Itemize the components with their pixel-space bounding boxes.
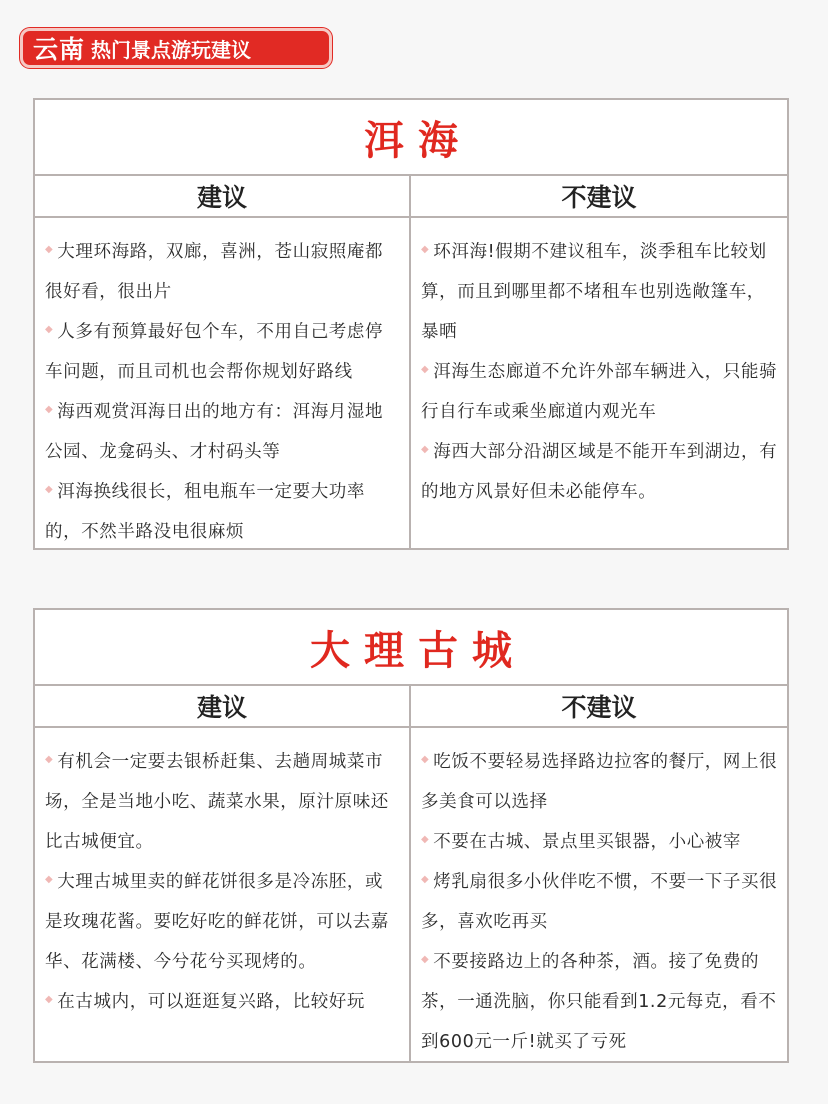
suggest-header: 建议 — [35, 176, 409, 218]
suggest-header: 建议 — [35, 686, 409, 728]
header-place: 云南 — [33, 35, 86, 64]
header-badge — [20, 28, 332, 68]
list-item: ◆ 有机会一定要去银桥赶集、去趟周城菜市场，全是当地小吃、蔬菜水果，原汁原味还比古城便宜。 — [45, 752, 389, 852]
bullet-icon: ◆ — [45, 324, 54, 335]
bullet-icon: ◆ — [421, 244, 430, 255]
bullet-icon: ◆ — [421, 444, 430, 455]
suggest-column — [35, 176, 411, 548]
list-item: ◆ 洱海换线很长，租电瓶车一定要大功率的，不然半路没电很麻烦 — [45, 482, 365, 542]
list-item: ◆ 烤乳扇很多小伙伴吃不惯，不要一下子买很多，喜欢吃再买 — [421, 872, 778, 932]
list-item: ◆ 洱海生态廊道不允许外部车辆进入，只能骑行自行车或乘坐廊道内观光车 — [421, 362, 778, 422]
avoid-column — [411, 686, 787, 1061]
section-title: 洱海 — [35, 100, 787, 176]
bullet-icon: ◆ — [421, 754, 430, 765]
avoid-header: 不建议 — [411, 686, 787, 728]
bullet-icon: ◆ — [421, 364, 430, 375]
suggest-column — [35, 686, 411, 1061]
list-item: ◆ 海西观赏洱海日出的地方有：洱海月湿地公园、龙龛码头、才村码头等 — [45, 402, 384, 462]
list-item: ◆ 环洱海!假期不建议租车，淡季租车比较划算，而且到哪里都不堵租车也别选敞篷车，暴晒 — [421, 242, 767, 342]
bullet-icon: ◆ — [421, 834, 430, 845]
bullet-icon: ◆ — [421, 954, 430, 965]
bullet-icon: ◆ — [45, 404, 54, 415]
list-item: ◆ 不要在古城、景点里买银器，小心被宰 — [421, 832, 741, 852]
list-item: ◆ 吃饭不要轻易选择路边拉客的餐厅，网上很多美食可以选择 — [421, 752, 778, 812]
bullet-icon: ◆ — [45, 484, 54, 495]
list-item: ◆ 大理环海路，双廊，喜洲，苍山寂照庵都很好看，很出片 — [45, 242, 384, 302]
avoid-header: 不建议 — [411, 176, 787, 218]
avoid-column — [411, 176, 787, 548]
section-title: 大理古城 — [35, 610, 787, 686]
list-item: ◆ 大理古城里卖的鲜花饼很多是冷冻胚，或是玫瑰花酱。要吃好吃的鲜花饼，可以去嘉华、花满楼、今兮花兮买现烤的。 — [45, 872, 389, 972]
bullet-icon: ◆ — [421, 874, 430, 885]
section-dali-old-town — [33, 608, 789, 1063]
list-item: ◆ 海西大部分沿湖区域是不能开车到湖边，有的地方风景好但未必能停车。 — [421, 442, 778, 502]
list-item: ◆ 不要接路边上的各种茶，酒。接了免费的茶，一通洗脑，你只能看到1.2元每克，看不到600元一斤!就买了亏死 — [421, 952, 777, 1052]
bullet-icon: ◆ — [45, 754, 54, 765]
section-erhai — [33, 98, 789, 550]
bullet-icon: ◆ — [45, 994, 54, 1005]
list-item: ◆ 在古城内，可以逛逛复兴路，比较好玩 — [45, 992, 365, 1012]
bullet-icon: ◆ — [45, 874, 54, 885]
list-item: ◆ 人多有预算最好包个车，不用自己考虑停车问题，而且司机也会帮你规划好路线 — [45, 322, 384, 382]
header-subtitle: 热门景点游玩建议 — [91, 37, 252, 62]
bullet-icon: ◆ — [45, 244, 54, 255]
